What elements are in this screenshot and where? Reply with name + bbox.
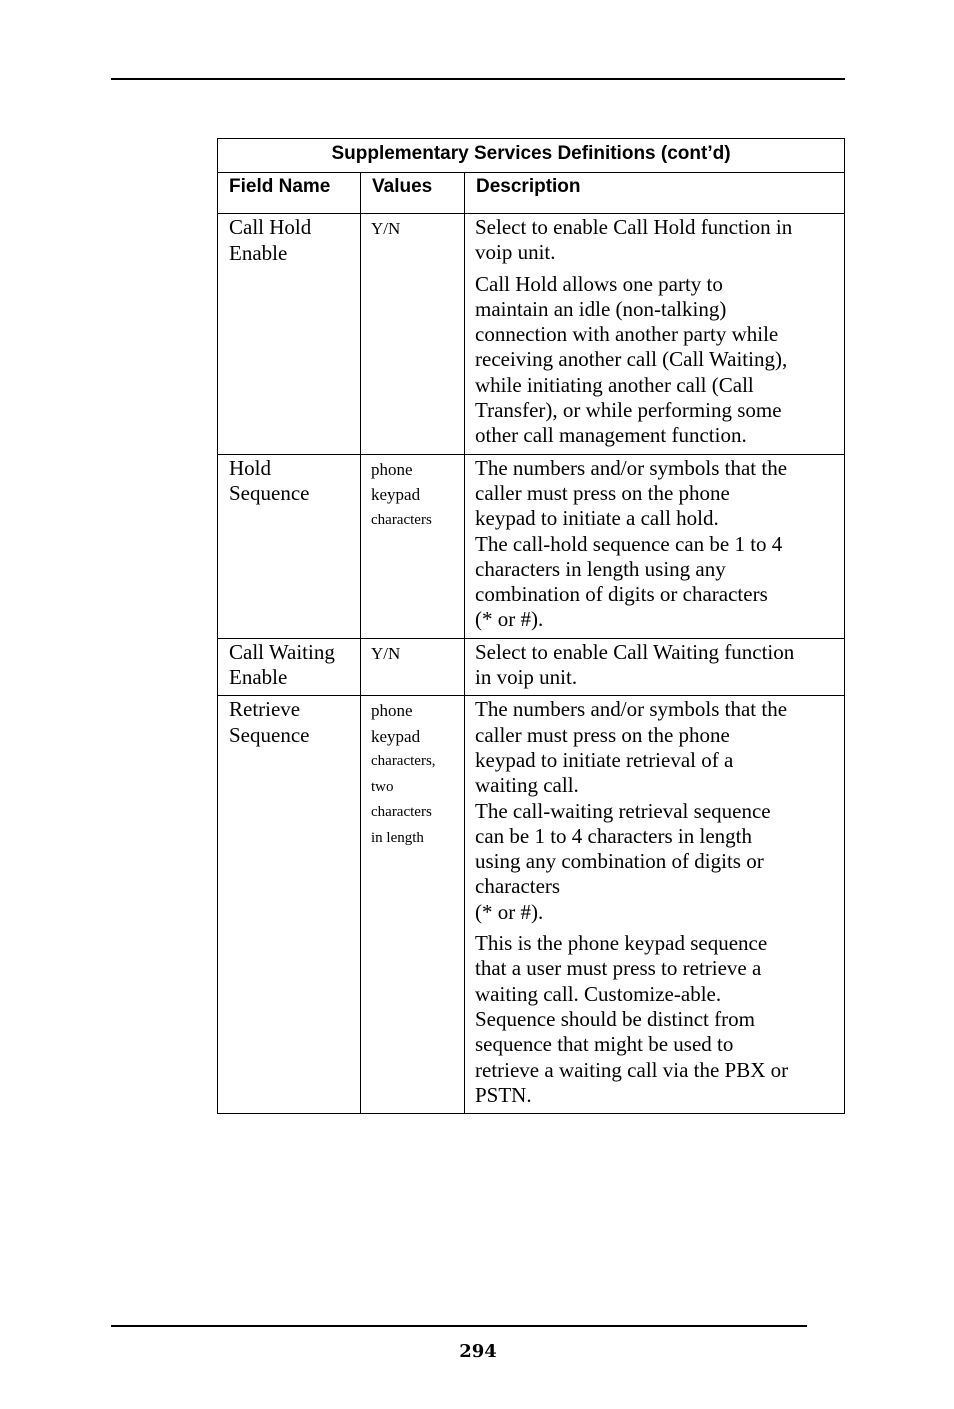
description-cell bbox=[465, 638, 845, 696]
values-line: two bbox=[371, 778, 394, 795]
description-line: can be 1 to 4 characters in length bbox=[475, 823, 752, 848]
values-line: characters bbox=[371, 511, 432, 528]
values-line: keypad bbox=[371, 485, 421, 505]
field-name-cell bbox=[218, 696, 361, 1114]
field-name-line: Sequence bbox=[229, 481, 310, 506]
description-line: other call management function. bbox=[475, 423, 747, 448]
description-paragraph bbox=[475, 931, 838, 1108]
field-name-line: Sequence bbox=[229, 722, 310, 747]
description-line: connection with another party while bbox=[475, 322, 779, 347]
values-line: phone bbox=[371, 459, 413, 479]
description-line: receiving another call (Call Waiting), bbox=[475, 347, 788, 372]
description-line: The call-hold sequence can be 1 to 4 bbox=[475, 531, 783, 556]
description-line: Select to enable Call Hold function in bbox=[475, 215, 793, 239]
field-name-line: Enable bbox=[229, 240, 288, 265]
description-line: voip unit. bbox=[475, 240, 556, 265]
header-values: Values bbox=[361, 173, 465, 214]
description-cell bbox=[465, 454, 845, 638]
description-line: The numbers and/or symbols that the bbox=[475, 455, 788, 480]
page-number: 294 bbox=[459, 1341, 497, 1362]
values-line: phone bbox=[371, 701, 413, 721]
field-name-cell bbox=[218, 454, 361, 638]
description-line: combination of digits or characters bbox=[475, 582, 768, 607]
description-line: waiting call. Customize-able. bbox=[475, 981, 722, 1006]
description-line: Sequence should be distinct from bbox=[475, 1006, 755, 1031]
description-line: Transfer), or while performing some bbox=[475, 398, 782, 423]
values-line: characters, bbox=[371, 753, 436, 770]
description-line: Select to enable Call Waiting function bbox=[475, 639, 795, 664]
description-paragraph bbox=[475, 640, 838, 691]
values-line: in length bbox=[371, 829, 424, 846]
field-name-line: Call Waiting bbox=[229, 639, 335, 664]
description-line: that a user must press to retrieve a bbox=[475, 956, 762, 981]
description-line: keypad to initiate retrieval of a bbox=[475, 747, 734, 772]
description-line: Call Hold allows one party to bbox=[475, 271, 723, 296]
header-field-name: Field Name bbox=[218, 173, 361, 214]
description-cell bbox=[465, 214, 845, 455]
description-line: This is the phone keypad sequence bbox=[475, 931, 768, 956]
table-title: Supplementary Services Definitions (cont’d) bbox=[218, 139, 845, 173]
table-row bbox=[218, 214, 845, 455]
field-name-line: Enable bbox=[229, 665, 288, 690]
description-cell bbox=[465, 696, 845, 1114]
values-line: keypad bbox=[371, 726, 421, 746]
field-name-cell bbox=[218, 638, 361, 696]
table-title-row bbox=[218, 139, 845, 173]
description-line: The numbers and/or symbols that the bbox=[475, 697, 788, 722]
field-name-line: Retrieve bbox=[229, 697, 301, 722]
header-description: Description bbox=[465, 173, 845, 214]
definitions-table bbox=[217, 138, 845, 1114]
description-paragraph bbox=[475, 697, 838, 925]
footer-rule bbox=[111, 1325, 807, 1327]
description-line: sequence that might be used to bbox=[475, 1032, 734, 1057]
field-name-cell bbox=[218, 214, 361, 455]
description-line: in voip unit. bbox=[475, 665, 578, 690]
values-cell bbox=[361, 214, 465, 455]
table-header-row bbox=[218, 173, 845, 214]
description-line: retrieve a waiting call via the PBX or bbox=[475, 1057, 789, 1082]
values-line: characters bbox=[371, 804, 432, 821]
header-rule bbox=[111, 78, 845, 80]
description-line: keypad to initiate a call hold. bbox=[475, 506, 719, 531]
field-name-line: Hold bbox=[229, 455, 271, 480]
description-line: (* or #). bbox=[475, 607, 544, 632]
values-line: Y/N bbox=[371, 219, 401, 238]
values-cell bbox=[361, 638, 465, 696]
table-row bbox=[218, 696, 845, 1114]
field-name-line: Call Hold bbox=[229, 215, 312, 239]
description-paragraph bbox=[475, 215, 838, 266]
description-line: The call-waiting retrieval sequence bbox=[475, 798, 771, 823]
description-line: characters bbox=[475, 874, 561, 899]
table-row bbox=[218, 454, 845, 638]
description-line: while initiating another call (Call bbox=[475, 372, 754, 397]
description-paragraph bbox=[475, 272, 838, 449]
description-paragraph bbox=[475, 456, 838, 633]
description-line: characters in length using any bbox=[475, 556, 726, 581]
table-row bbox=[218, 638, 845, 696]
description-line: caller must press on the phone bbox=[475, 480, 730, 505]
values-cell bbox=[361, 696, 465, 1114]
description-line: (* or #). bbox=[475, 899, 544, 924]
values-line: Y/N bbox=[371, 643, 401, 663]
description-line: using any combination of digits or bbox=[475, 849, 764, 874]
values-cell bbox=[361, 454, 465, 638]
description-line: waiting call. bbox=[475, 773, 579, 798]
description-line: maintain an idle (non-talking) bbox=[475, 296, 727, 321]
description-line: PSTN. bbox=[475, 1082, 532, 1107]
description-line: caller must press on the phone bbox=[475, 722, 730, 747]
